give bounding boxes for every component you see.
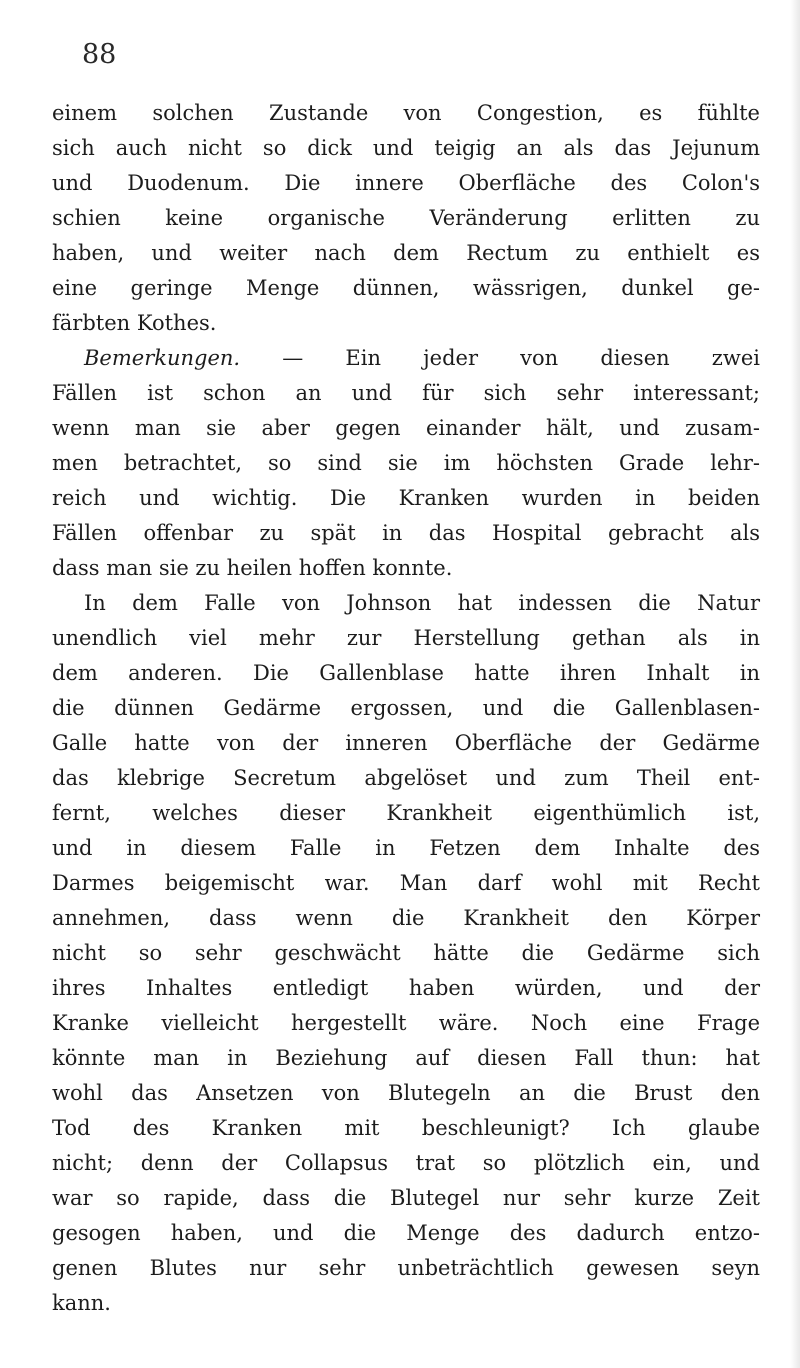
- text-line: In dem Falle von Johnson hat indessen die Natur: [84, 591, 760, 615]
- text-line: fernt, welches dieser Krankheit eigenthümlich ist,: [52, 801, 760, 825]
- text-line: eine geringe Menge dünnen, wässrigen, dunkel ge-: [52, 276, 760, 300]
- text-line: dass man sie zu heilen hoffen konnte.: [52, 556, 453, 580]
- text-line: Darmes beigemischt war. Man darf wohl mit Recht: [52, 871, 760, 895]
- text-line: die dünnen Gedärme ergossen, und die Gallenblasen-: [52, 696, 760, 720]
- text-line: schien keine organische Veränderung erlitten zu: [52, 206, 760, 230]
- text-line: genen Blutes nur sehr unbeträchtlich gewesen seyn: [52, 1256, 760, 1280]
- body-text: [52, 96, 760, 1321]
- text-line: das klebrige Secretum abgelöset und zum Theil ent-: [52, 766, 760, 790]
- text-line: nicht so sehr geschwächt hätte die Gedärme sich: [52, 941, 760, 965]
- text-line: Tod des Kranken mit beschleunigt? Ich glaube: [52, 1116, 760, 1140]
- text-line: sich auch nicht so dick und teigig an als das Jejunum: [52, 136, 760, 160]
- text-line: kann.: [52, 1291, 111, 1315]
- text-line: unendlich viel mehr zur Herstellung gethan als in: [52, 626, 760, 650]
- text-line: reich und wichtig. Die Kranken wurden in beiden: [52, 486, 760, 510]
- text-line: wenn man sie aber gegen einander hält, und zusam-: [52, 416, 760, 440]
- text-line: Galle hatte von der inneren Oberfläche der Gedärme: [52, 731, 760, 755]
- text-line: men betrachtet, so sind sie im höchsten Grade lehr-: [52, 451, 760, 475]
- text-line: gesogen haben, und die Menge des dadurch entzo-: [52, 1221, 760, 1245]
- text-line: war so rapide, dass die Blutegel nur sehr kurze Zeit: [52, 1186, 760, 1210]
- text-line: annehmen, dass wenn die Krankheit den Körper: [52, 906, 760, 930]
- text-line: färbten Kothes.: [52, 311, 217, 335]
- text-line: wohl das Ansetzen von Blutegeln an die Brust den: [52, 1081, 760, 1105]
- text-line: und Duodenum. Die innere Oberfläche des Colon's: [52, 171, 760, 195]
- text-line: Bemerkungen. — Ein jeder von diesen zwei: [84, 346, 760, 370]
- text-line: dem anderen. Die Gallenblase hatte ihren Inhalt in: [52, 661, 760, 685]
- text-line: nicht; denn der Collapsus trat so plötzlich ein, und: [52, 1151, 760, 1175]
- text-line: und in diesem Falle in Fetzen dem Inhalte des: [52, 836, 760, 860]
- text-line: Fällen offenbar zu spät in das Hospital gebracht als: [52, 521, 760, 545]
- page-number: 88: [82, 39, 117, 70]
- text-line: ihres Inhaltes entledigt haben würden, und der: [52, 976, 760, 1000]
- text-line: könnte man in Beziehung auf diesen Fall thun: hat: [52, 1046, 760, 1070]
- text-line: einem solchen Zustande von Congestion, es fühlte: [52, 101, 760, 125]
- text-line: Kranke vielleicht hergestellt wäre. Noch eine Frage: [52, 1011, 760, 1035]
- text-line: Fällen ist schon an und für sich sehr interessant;: [52, 381, 760, 405]
- page-edge: [790, 0, 800, 1368]
- section-heading: Bemerkungen.: [84, 346, 241, 370]
- text-line: haben, und weiter nach dem Rectum zu enthielt es: [52, 241, 760, 265]
